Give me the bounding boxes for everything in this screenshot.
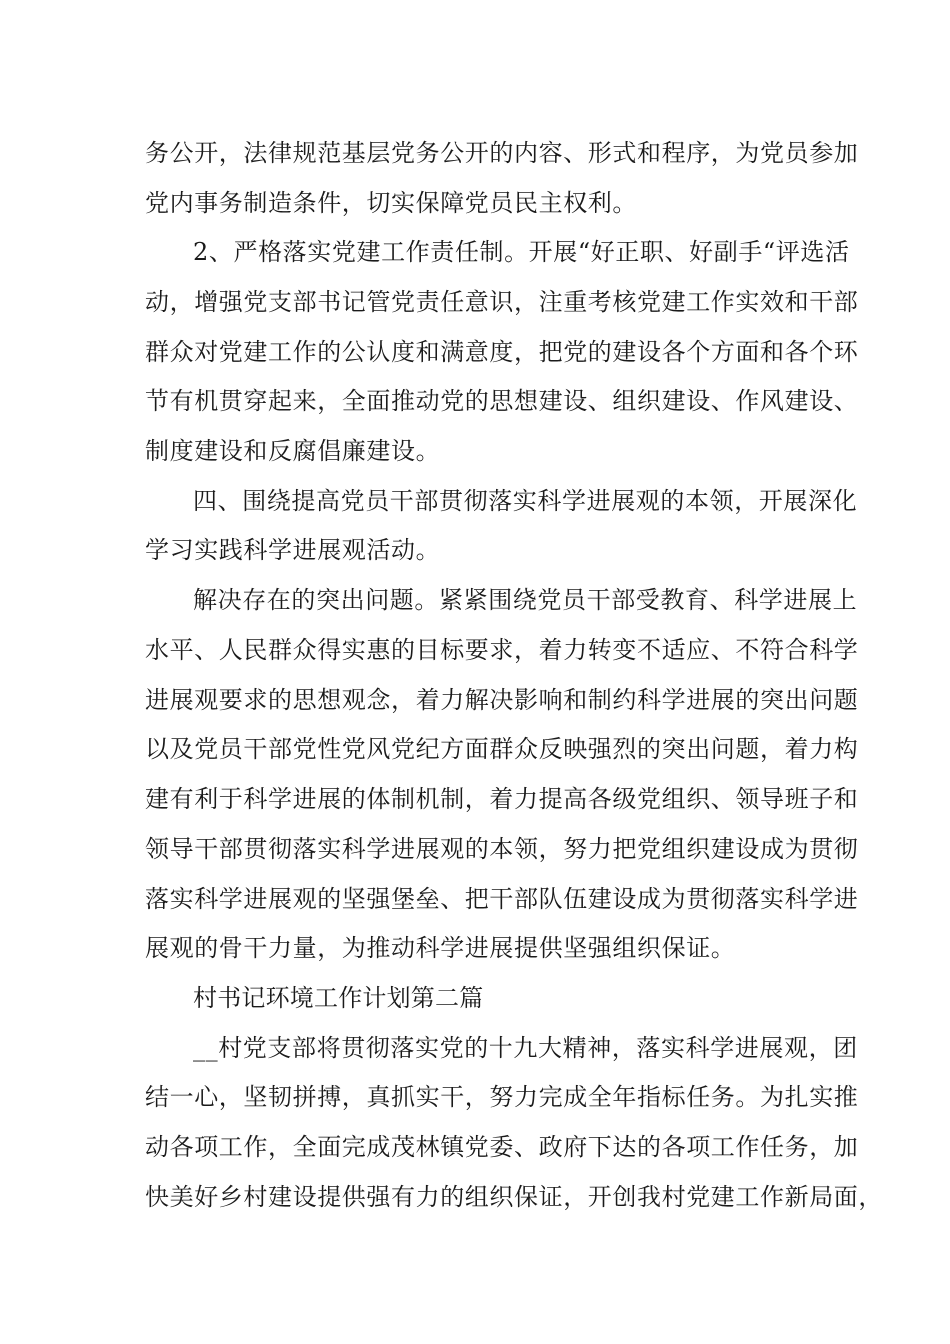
text-line: 动，增强党支部书记管党责任意识，注重考核党建工作实效和干部: [145, 288, 859, 316]
text-line: 建有利于科学进展的体制机制，着力提高各级党组织、领导班子和: [145, 785, 859, 813]
text-line: 四、围绕提高党员干部贯彻落实科学进展观的本领，开展深化: [193, 487, 858, 515]
text-line: 快美好乡村建设提供强有力的组织保证，开创我村党建工作新局面，: [145, 1183, 883, 1211]
text-line: 学习实践科学进展观活动。: [145, 536, 441, 564]
text-line: 进展观要求的思想观念，着力解决影响和制约科学进展的突出问题: [145, 686, 859, 714]
text-line: 领导干部贯彻落实科学进展观的本领，努力把党组织建设成为贯彻: [145, 835, 859, 863]
text-line: 以及党员干部党性党风党纪方面群众反映强烈的突出问题，着力构: [145, 735, 859, 763]
text-line: 务公开，法律规范基层党务公开的内容、形式和程序，为党员参加: [145, 139, 859, 167]
text-line: 结一心，坚韧拼搏，真抓实干，努力完成全年指标任务。为扎实推: [145, 1083, 859, 1111]
text-line: 动各项工作，全面完成茂林镇党委、政府下达的各项工作任务，加: [145, 1133, 859, 1161]
text-line: 解决存在的突出问题。紧紧围绕党员干部受教育、科学进展上: [193, 586, 858, 614]
text-line: __村党支部将贯彻落实党的十九大精神，落实科学进展观，团: [193, 1034, 858, 1062]
section-heading: 村书记环境工作计划第二篇: [193, 984, 484, 1012]
text-line: 节有机贯穿起来，全面推动党的思想建设、组织建设、作风建设、: [145, 387, 859, 415]
text-line: 水平、人民群众得实惠的目标要求，着力转变不适应、不符合科学: [145, 636, 859, 664]
text-line: 落实科学进展观的坚强堡垒、把干部队伍建设成为贯彻落实科学进: [145, 885, 859, 913]
text-line: 展观的骨干力量，为推动科学进展提供坚强组织保证。: [145, 934, 736, 962]
text-line: 群众对党建工作的公认度和满意度，把党的建设各个方面和各个环: [145, 338, 859, 366]
text-line: 2、严格落实党建工作责任制。开展“好正职、好副手“评选活: [193, 238, 850, 266]
text-line: 党内事务制造条件，切实保障党员民主权利。: [145, 189, 637, 217]
text-line: 制度建设和反腐倡廉建设。: [145, 437, 441, 465]
